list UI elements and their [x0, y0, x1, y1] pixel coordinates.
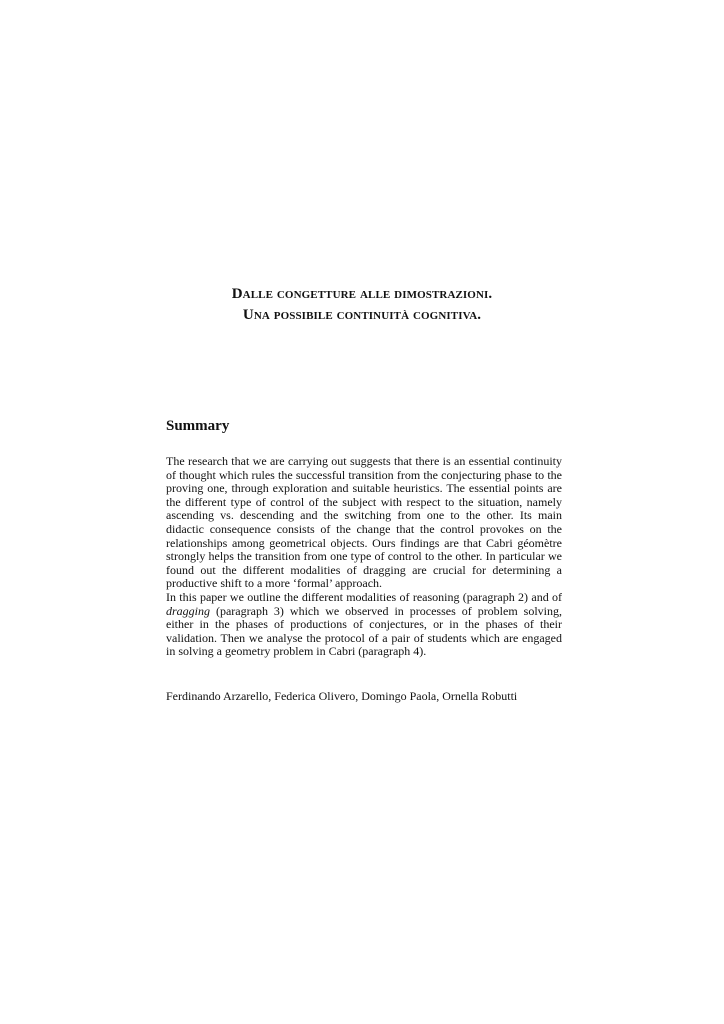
abstract-paragraph-2-end: (paragraph 3) which we observed in processes of problem solving, either in the phases of productions of conjectures, or in the phases of their validation. Then we analyse the protocol of a pair of students which are engaged in solving a geometry problem in Cabri (paragraph 4).: [166, 603, 562, 659]
paper-title: [0, 284, 724, 326]
title-line-1: [0, 284, 724, 305]
abstract-dragging-emphasis: dragging: [166, 603, 211, 618]
abstract-paragraph-2-start: In this paper we outline the different modalities of reasoning (paragraph 2) and of: [166, 589, 562, 604]
title-line-1-text: Dalle congetture alle dimostrazioni.: [231, 286, 493, 302]
abstract-paragraph-1: The research that we are carrying out suggests that there is an essential continuity of thought which rules the successful transition from the conjecturing phase to the proving one, through exploration and suitable heuristics. The essential points are the different type of control of the subject with respect to the situation, namely ascending vs. descending and the switching from one to the other. Its main didactic consequence consists of the change that the control provokes on the relationships among geometrical objects. Ours findings are that Cabri géomètre strongly helps the transition from one type of control to the other. In particular we found out the different modalities of dragging are crucial for determining a productive shift to a more ‘formal’ approach.: [166, 454, 562, 591]
summary-heading: Summary: [166, 418, 230, 434]
title-line-2: [0, 305, 724, 326]
author-list: Ferdinando Arzarello, Federica Olivero, Domingo Paola, Ornella Robutti: [166, 689, 518, 703]
title-line-2-text: Una possibile continuità cognitiva.: [242, 307, 482, 323]
abstract-paragraph-2: [166, 591, 562, 659]
summary-abstract: [166, 455, 562, 659]
